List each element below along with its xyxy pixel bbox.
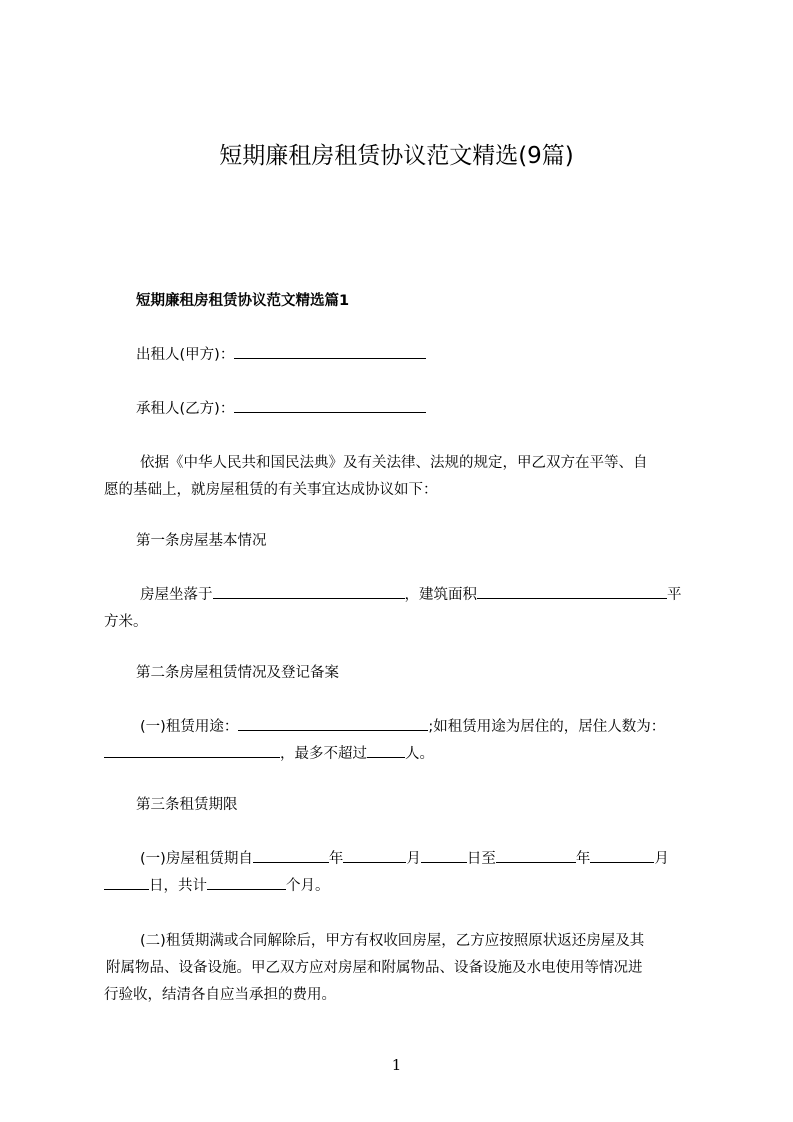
- page-number: 1: [391, 1056, 402, 1074]
- article2-use-line: [140, 716, 665, 738]
- article3-item2-line3: 行验收，结清各自应当承担的费用。: [104, 987, 336, 1003]
- lessee-label: 承租人(乙方)：: [136, 401, 235, 417]
- use-blank[interactable]: [238, 716, 428, 731]
- article3-total-line: [104, 875, 330, 897]
- area-unit-part1: 平: [667, 587, 682, 603]
- start-month-blank[interactable]: [343, 848, 406, 863]
- intro-line-1: 依据《中华人民共和国民法典》及有关法律、法规的规定，甲乙双方在平等、自: [140, 455, 648, 471]
- day-total-label: 日，共计: [149, 878, 207, 894]
- article3-item2-line1: (二)租赁期满或合同解除后，甲方有权收回房屋，乙方应按照原状返还房屋及其: [140, 933, 645, 949]
- end-month-blank[interactable]: [590, 848, 654, 863]
- lessee-line: [136, 398, 426, 420]
- intro-line-2: 愿的基础上，就房屋租赁的有关事宜达成协议如下：: [104, 482, 438, 498]
- resident-count-blank[interactable]: [104, 743, 280, 758]
- article1-location-line: [140, 584, 682, 606]
- article3-item2-line2: 附属物品、设备设施。甲乙双方应对房屋和附属物品、设备设施及水电使用等情况进: [106, 960, 643, 976]
- end-month-label: 月: [654, 851, 669, 867]
- section-heading: 短期廉租房租赁协议范文精选篇1: [136, 293, 350, 309]
- residence-text: ;如租赁用途为居住的，居住人数为：: [428, 719, 666, 735]
- end-year-blank[interactable]: [496, 848, 576, 863]
- max-count-blank[interactable]: [367, 743, 405, 758]
- end-day-blank[interactable]: [104, 875, 149, 890]
- end-year-label: 年: [575, 851, 591, 867]
- year-label: 年: [328, 851, 344, 867]
- use-label: (一)租赁用途：: [140, 719, 239, 735]
- area-label: ，建筑面积: [404, 587, 477, 603]
- article1-unit-line: 方米。: [104, 614, 148, 630]
- day-to-label: 日至: [466, 851, 496, 867]
- article3-term-line: [140, 848, 669, 870]
- lessor-label: 出租人(甲方)：: [136, 347, 235, 363]
- article2-title: 第二条房屋租赁情况及登记备案: [136, 665, 339, 681]
- article1-title: 第一条房屋基本情况: [136, 533, 267, 549]
- months-label: 个月。: [286, 878, 330, 894]
- lessor-blank[interactable]: [234, 344, 426, 359]
- location-blank[interactable]: [213, 584, 405, 599]
- total-months-blank[interactable]: [207, 875, 286, 890]
- max-text: ，最多不超过: [280, 746, 367, 762]
- month-label: 月: [406, 851, 421, 867]
- person-unit: 人。: [405, 746, 434, 762]
- area-blank[interactable]: [477, 584, 667, 599]
- term-label: (一)房屋租赁期自: [140, 851, 253, 867]
- location-label: 房屋坐落于: [140, 587, 213, 603]
- article2-count-line: [104, 743, 434, 765]
- article3-title: 第三条租赁期限: [136, 797, 238, 813]
- document-title: 短期廉租房租赁协议范文精选(9篇): [219, 143, 574, 169]
- start-year-blank[interactable]: [253, 848, 329, 863]
- lessor-line: [136, 344, 426, 366]
- lessee-blank[interactable]: [234, 398, 426, 413]
- start-day-blank[interactable]: [421, 848, 467, 863]
